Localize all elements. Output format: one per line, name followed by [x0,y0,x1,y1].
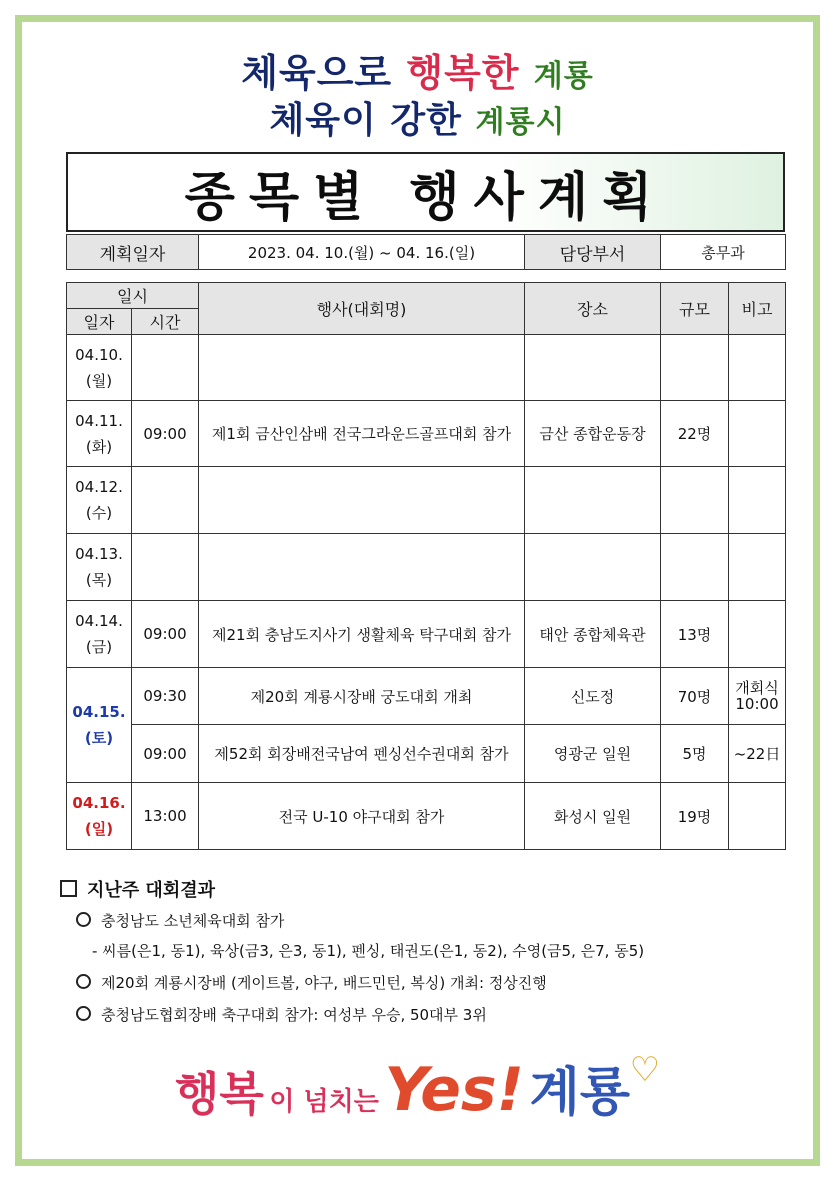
circle-bullet-icon [76,974,91,989]
row-place: 신도정 [525,668,661,725]
row-time: 13:00 [132,783,199,850]
row-time: 09:30 [132,668,199,725]
result-item-2: 제20회 계룡시장배 (게이트볼, 야구, 배드민턴, 복싱) 개최: 정상진행 [76,972,547,993]
row-scale: 13명 [661,601,729,668]
row-time [132,534,199,601]
table-row [67,335,786,401]
row-place [525,467,661,534]
title-box [66,152,785,232]
header-scale: 규모 [661,283,729,335]
slogan-line-1 [0,42,835,97]
results-heading: 지난주 대회결과 [60,876,215,902]
row-scale: 5명 [661,725,729,783]
dept-value: 총무과 [661,235,786,270]
row-time [132,335,199,401]
footer-c: Yes! [384,1055,524,1125]
row-time: 09:00 [132,725,199,783]
row-scale: 22명 [661,401,729,467]
result-item-3: 충청남도협회장배 축구대회 참가: 여성부 우승, 50대부 3위 [76,1004,487,1025]
row-event [199,335,525,401]
heart-icon: ♡ [629,1050,661,1090]
table-row [67,668,786,725]
row-scale: 70명 [661,668,729,725]
row-place [525,534,661,601]
row-date: 04.11. (화) [67,401,132,467]
row-place [525,335,661,401]
row-date: 04.13. (목) [67,534,132,601]
row-place: 태안 종합체육관 [525,601,661,668]
info-table [66,234,786,270]
slogan-1b: 행복한 [406,51,520,95]
row-note [729,601,786,668]
plan-date-label: 계획일자 [67,235,199,270]
row-note [729,335,786,401]
schedule-table [66,282,786,850]
row-note [729,467,786,534]
row-event: 제52회 회장배전국남여 펜싱선수권대회 참가 [199,725,525,783]
row-place: 화성시 일원 [525,783,661,850]
footer-b: 이 넘치는 [269,1087,379,1117]
footer-logo [0,1050,835,1125]
row-date: 04.10. (월) [67,335,132,401]
circle-bullet-icon [76,912,91,927]
row-date-saturday: 04.15. (토) [67,668,132,783]
footer-a: 행복 [174,1067,264,1121]
row-place: 금산 종합운동장 [525,401,661,467]
row-date-sunday: 04.16. (일) [67,783,132,850]
circle-bullet-icon [76,1006,91,1021]
header-datetime: 일시 [67,283,199,309]
table-row [67,534,786,601]
row-event [199,467,525,534]
row-event: 제20회 계룡시장배 궁도대회 개최 [199,668,525,725]
row-event: 제1회 금산인삼배 전국그라운드골프대회 참가 [199,401,525,467]
table-row [67,725,786,783]
slogan-2c: 계룡시 [475,105,566,140]
row-note [729,783,786,850]
row-time: 09:00 [132,401,199,467]
result-item-1-detail: - 씨름(은1, 동1), 육상(금3, 은3, 동1), 펜싱, 태권도(은1, 동2), 수영(금5, 은7, 동5) [92,942,645,960]
row-date: 04.12. (수) [67,467,132,534]
header-date: 일자 [67,309,132,335]
page-title: 종목별 행사계획 [184,167,667,228]
header-note: 비고 [729,283,786,335]
row-scale [661,467,729,534]
table-row [67,601,786,668]
row-event: 제21회 충남도지사기 생활체육 탁구대회 참가 [199,601,525,668]
row-note: ~22日 [729,725,786,783]
slogan-1a: 체육으로 [241,51,393,95]
row-scale [661,534,729,601]
table-row [67,467,786,534]
table-row [67,783,786,850]
slogan-1c: 계룡 [533,59,594,94]
slogan-2b: 강한 [390,100,462,141]
header-time: 시간 [132,309,199,335]
result-item-1: 충청남도 소년체육대회 참가 [76,910,284,931]
row-date: 04.14. (금) [67,601,132,668]
header-place: 장소 [525,283,661,335]
row-note: 개회식 10:00 [729,668,786,725]
row-event [199,534,525,601]
slogan-2a: 체육이 [269,100,377,141]
table-row [67,401,786,467]
square-bullet-icon [60,880,77,897]
dept-label: 담당부서 [525,235,661,270]
header-event: 행사(대회명) [199,283,525,335]
row-scale [661,335,729,401]
plan-date-value: 2023. 04. 10.(월) ~ 04. 16.(일) [199,235,525,270]
footer-d: 계룡 [529,1063,631,1123]
slogan-line-2 [0,92,835,143]
row-place: 영광군 일원 [525,725,661,783]
row-note [729,401,786,467]
row-note [729,534,786,601]
row-scale: 19명 [661,783,729,850]
row-time: 09:00 [132,601,199,668]
row-time [132,467,199,534]
row-event: 전국 U-10 야구대회 참가 [199,783,525,850]
